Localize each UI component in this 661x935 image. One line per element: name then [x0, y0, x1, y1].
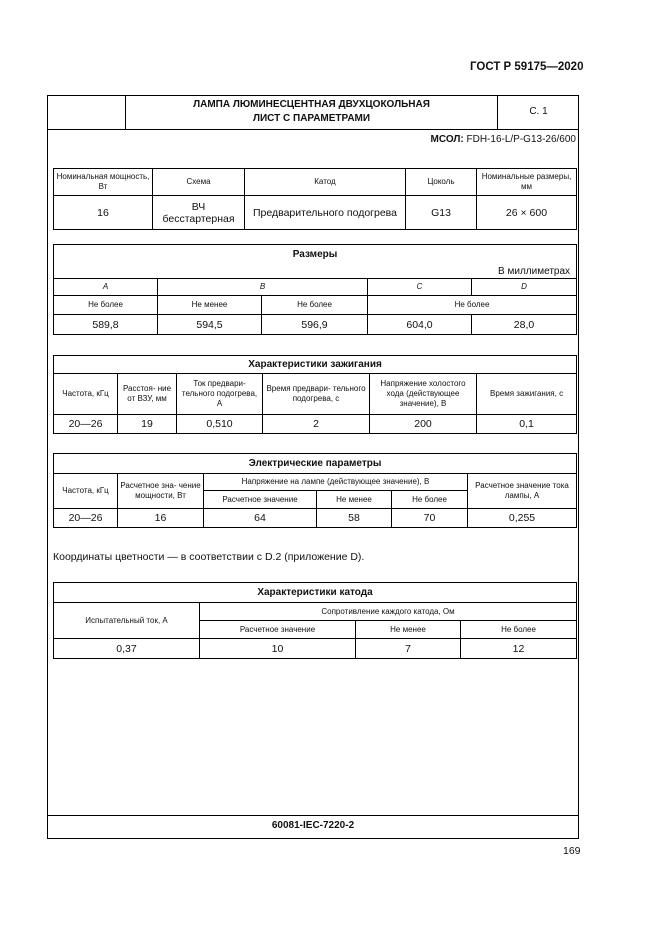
ign-value-distance: 19: [118, 415, 177, 434]
dim-limit-b-min: Не менее: [158, 296, 262, 315]
el-value-freq: 20—26: [54, 509, 118, 528]
dimensions-unit: В миллиметрах: [54, 265, 577, 279]
standard-number: ГОСТ Р 59175—2020: [470, 61, 584, 73]
msol-designation: [300, 134, 576, 145]
el-header-freq: Частота, кГц: [54, 474, 118, 509]
chromaticity-note: Координаты цветности — в соответствии с D.2 (приложение D).: [53, 551, 365, 563]
msol-value: FDH-16-L/P-G13-26/600: [466, 134, 576, 145]
el-header-voltage: Напряжение на лампе (действующее значение), В: [204, 474, 468, 491]
header-dims: Номинальные размеры, мм: [477, 169, 577, 196]
header-scheme: Схема: [153, 169, 245, 196]
ign-header-freq: Частота, кГц: [54, 374, 118, 415]
dim-letter-a: A: [54, 279, 158, 296]
ign-value-preheat-current: 0,510: [177, 415, 263, 434]
sheet-code: 60081-IEC-7220-2: [271, 820, 355, 831]
ign-value-open-voltage: 200: [370, 415, 477, 434]
ign-value-ignition-time: 0,1: [477, 415, 577, 434]
electrical-table: [53, 453, 577, 528]
ignition-table: [53, 355, 577, 434]
el-header-calc: Расчетное значение: [204, 491, 317, 509]
header-power: Номинальная мощность, Вт: [54, 169, 153, 196]
ignition-caption: Характеристики зажигания: [54, 356, 577, 374]
el-value-min: 58: [317, 509, 392, 528]
cat-value-max: 12: [461, 639, 577, 659]
cat-header-test-current: Испытательный ток, А: [54, 603, 200, 639]
cat-header-calc: Расчетное значение: [200, 621, 356, 639]
dim-value-b-max: 596,9: [262, 315, 368, 335]
msol-label: МСОЛ:: [430, 134, 464, 145]
sheet-title-line1: ЛАМПА ЛЮМИНЕСЦЕНТНАЯ ДВУХЦОКОЛЬНАЯ: [193, 99, 430, 110]
sheet-title-line2: ЛИСТ С ПАРАМЕТРАМИ: [252, 113, 371, 124]
el-value-current: 0,255: [468, 509, 577, 528]
ign-header-distance: Расстоя- ние от ВЗУ, мм: [118, 374, 177, 415]
ign-header-ignition-time: Время зажигания, с: [477, 374, 577, 415]
el-header-current: Расчетное значение тока лампы, А: [468, 474, 577, 509]
dim-limit-b-max: Не более: [262, 296, 368, 315]
dim-value-a: 589,8: [54, 315, 158, 335]
dimensions-caption: Размеры: [54, 245, 577, 265]
value-base: G13: [406, 196, 477, 230]
sheet-page: С. 1: [529, 106, 548, 117]
general-table: [53, 168, 577, 230]
header-base: Цоколь: [406, 169, 477, 196]
dim-limit-cd: Не более: [368, 296, 577, 315]
dim-value-d: 28,0: [472, 315, 577, 335]
el-header-max: Не более: [392, 491, 468, 509]
dimensions-table: [53, 244, 577, 335]
ign-header-open-voltage: Напряжение холостого хода (действующее значение), В: [370, 374, 477, 415]
electrical-caption: Электрические параметры: [54, 454, 577, 474]
cat-value-test-current: 0,37: [54, 639, 200, 659]
value-power: 16: [54, 196, 153, 230]
value-cathode: Предварительного подогрева: [245, 196, 406, 230]
ign-header-preheat-time: Время предвари- тельного подогрева, с: [263, 374, 370, 415]
dim-value-b-min: 594,5: [158, 315, 262, 335]
footer-divider: [47, 815, 579, 816]
cathode-caption: Характеристики катода: [54, 583, 577, 603]
cathode-table: [53, 582, 577, 659]
scheme-line1: ВЧ: [191, 200, 206, 213]
ign-value-preheat-time: 2: [263, 415, 370, 434]
dim-letter-c: C: [368, 279, 472, 296]
cat-header-max: Не более: [461, 621, 577, 639]
el-header-min: Не менее: [317, 491, 392, 509]
el-value-calc: 64: [204, 509, 317, 528]
cat-header-min: Не менее: [356, 621, 461, 639]
cat-value-min: 7: [356, 639, 461, 659]
value-dims: 26 × 600: [477, 196, 577, 230]
dim-limit-a: Не более: [54, 296, 158, 315]
el-value-power: 16: [118, 509, 204, 528]
value-scheme: [153, 196, 245, 230]
ign-value-freq: 20—26: [54, 415, 118, 434]
cat-value-calc: 10: [200, 639, 356, 659]
scheme-line2: бесстартерная: [162, 212, 235, 225]
header-cathode: Катод: [245, 169, 406, 196]
cat-header-resistance: Сопротивление каждого катода, Ом: [200, 603, 577, 621]
dim-value-c: 604,0: [368, 315, 472, 335]
ign-header-preheat-current: Ток предвари- тельного подогрева, А: [177, 374, 263, 415]
sheet-title: [126, 98, 497, 126]
el-value-max: 70: [392, 509, 468, 528]
dim-letter-d: D: [472, 279, 577, 296]
el-header-power: Расчетное зна- чение мощности, Вт: [118, 474, 204, 509]
dim-letter-b: B: [158, 279, 368, 296]
page-number: 169: [563, 845, 581, 857]
